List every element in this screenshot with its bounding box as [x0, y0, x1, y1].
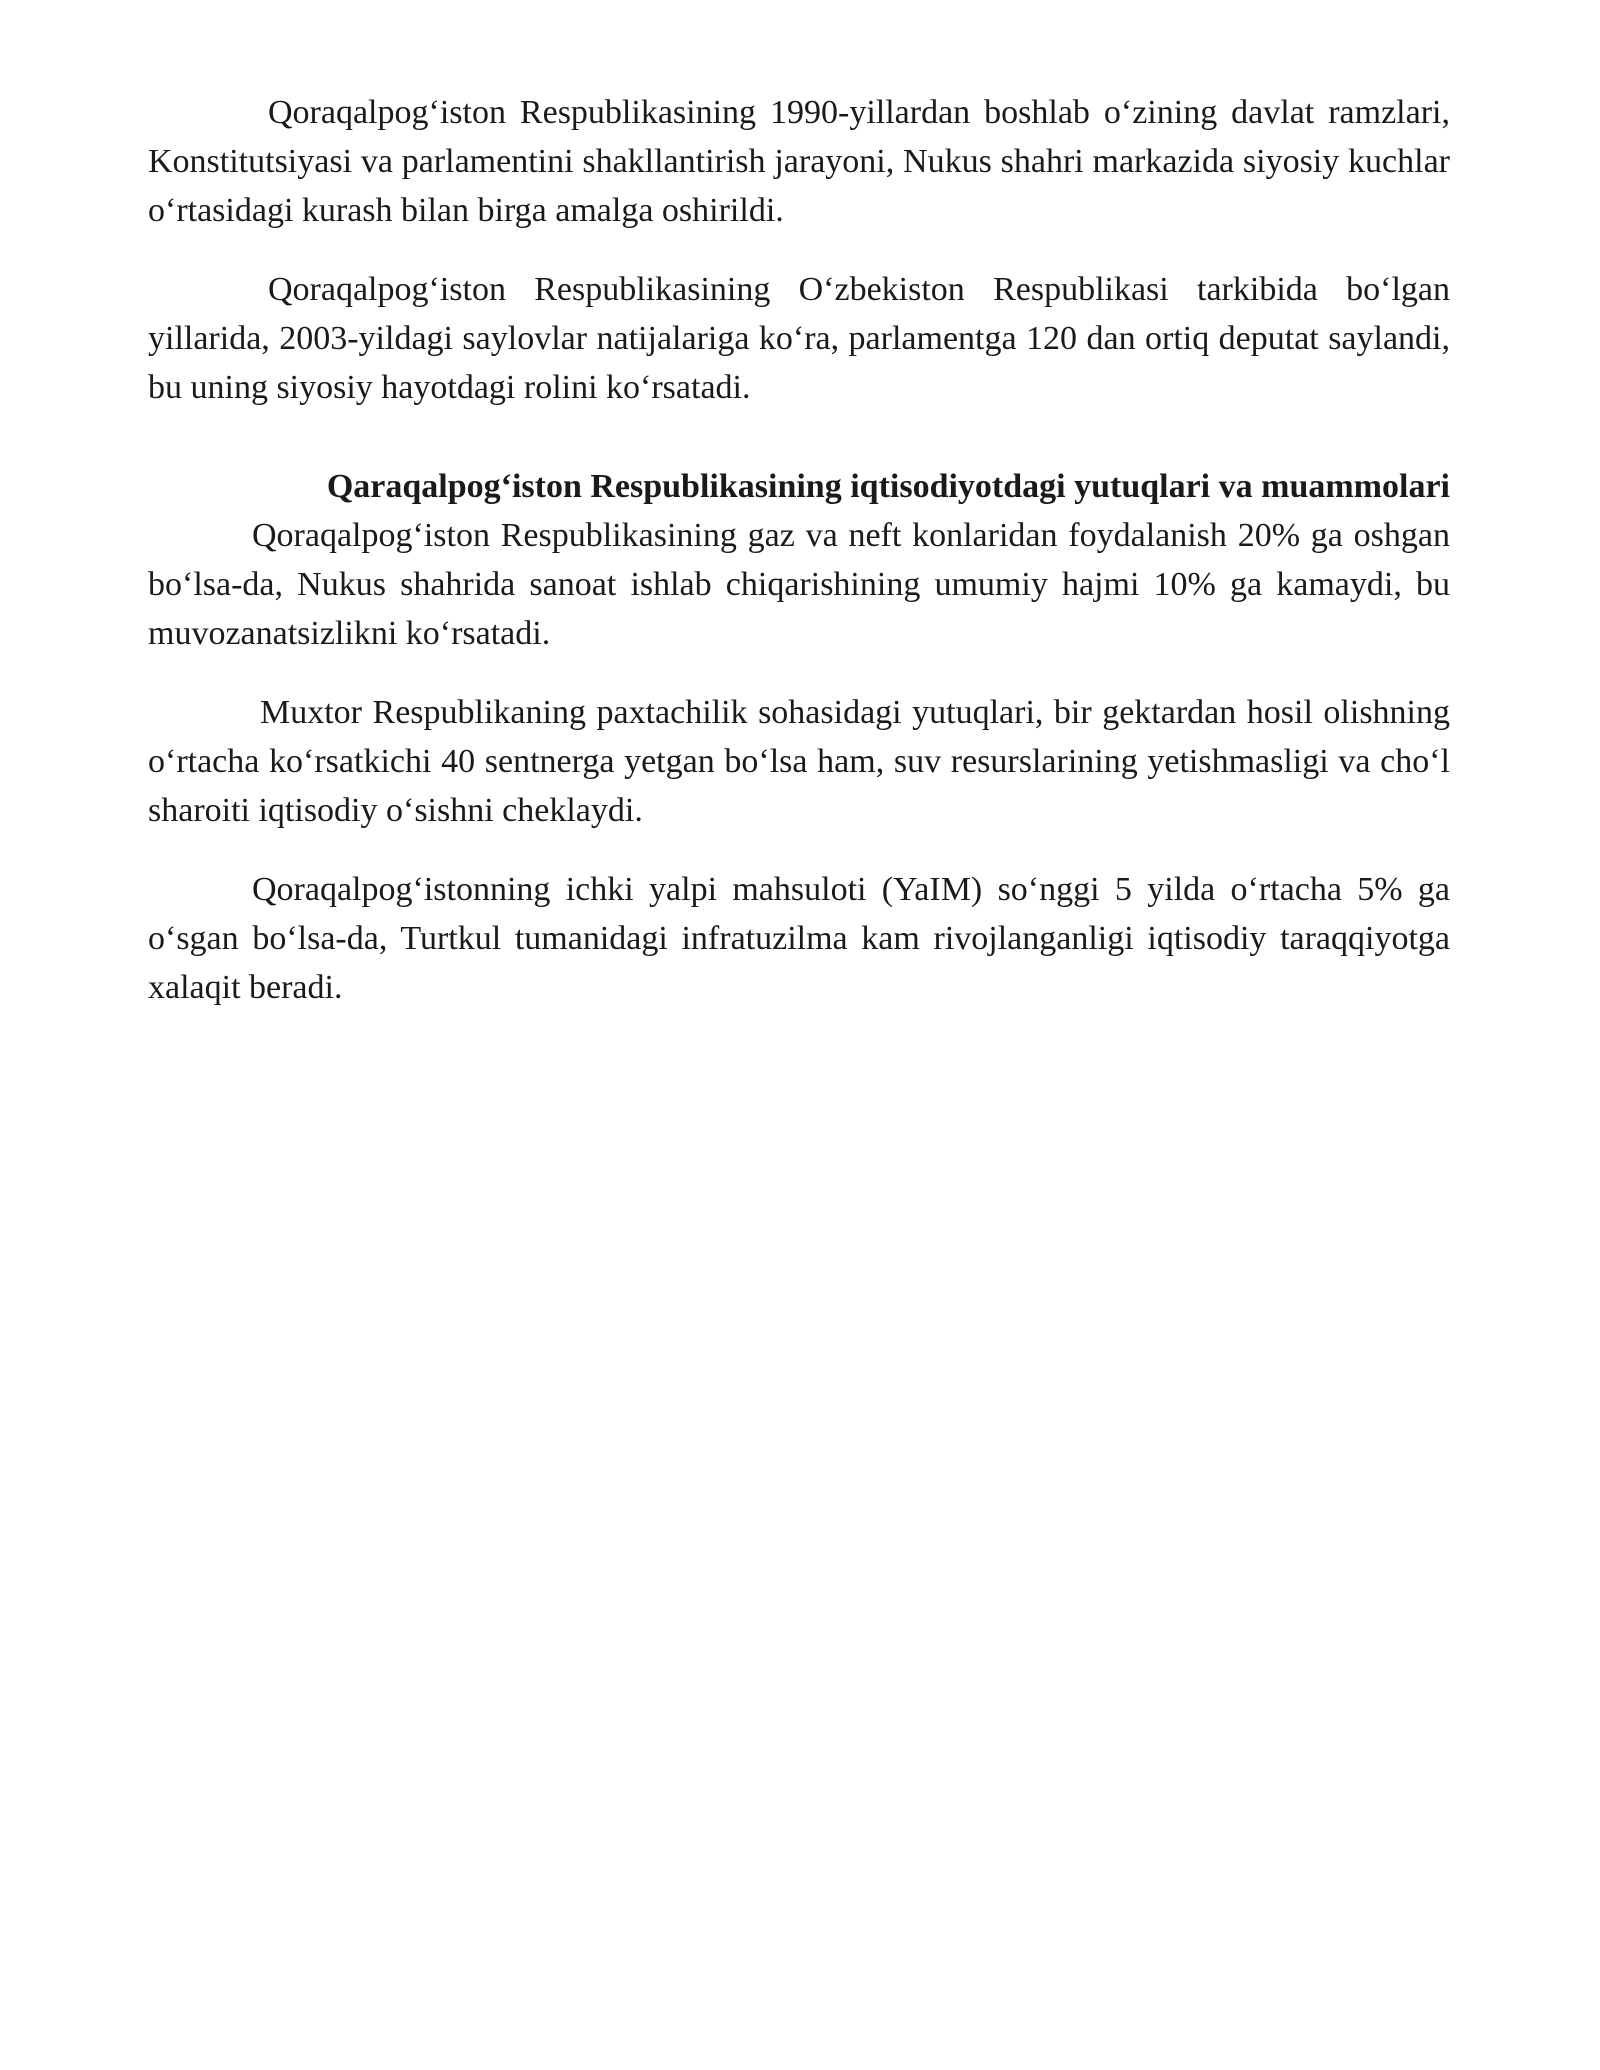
paragraph-gas-oil: Qoraqalpog‘iston Respublikasining gaz va neft konlaridan foydalanish 20% ga oshgan bo‘lsa-da, Nukus shahrida sanoat ishlab chiqarishining umumiy hajmi 10% ga kamaydi, bu muvozanatsizlikni ko‘rsatadi. [148, 517, 1450, 652]
paragraph-elections: Qoraqalpog‘iston Respublikasining O‘zbekiston Respublikasi tarkibida bo‘lgan yillarida, 2003-yildagi saylovlar natijalariga ko‘ra, parlamentga 120 dan ortiq deputat saylandi, bu uning siyosiy hayotdagi rolini ko‘rsatadi. [148, 271, 1450, 406]
paragraph-constitution: Qoraqalpog‘iston Respublikasining 1990-yillardan boshlab o‘zining davlat ramzlari, Konstitutsiyasi va parlamentini shakllantirish jarayoni, Nukus shahri markazida siyosiy kuchlar o‘rtasidagi kurash bilan birga amalga oshirildi. [148, 94, 1450, 229]
document-page [148, 88, 1450, 1012]
paragraph-gdp: Qoraqalpog‘istonning ichki yalpi mahsuloti (YaIM) so‘nggi 5 yilda o‘rtacha 5% ga o‘sgan bo‘lsa-da, Turtkul tumanidagi infratuzilma kam rivojlanganligi iqtisodiy taraqqiyotga xalaqit beradi. [148, 871, 1450, 1006]
paragraph-cotton: Muxtor Respublikaning paxtachilik sohasidagi yutuqlari, bir gektardan hosil olishning o‘rtacha ko‘rsatkichi 40 sentnerga yetgan bo‘lsa ham, suv resurslarining yetishmasligi va cho‘l sharoiti iqtisodiy o‘sishni cheklaydi. [148, 694, 1450, 829]
section-heading: Qaraqalpog‘iston Respublikasining iqtisodiyotdagi yutuqlari va muammolari [326, 468, 1450, 505]
